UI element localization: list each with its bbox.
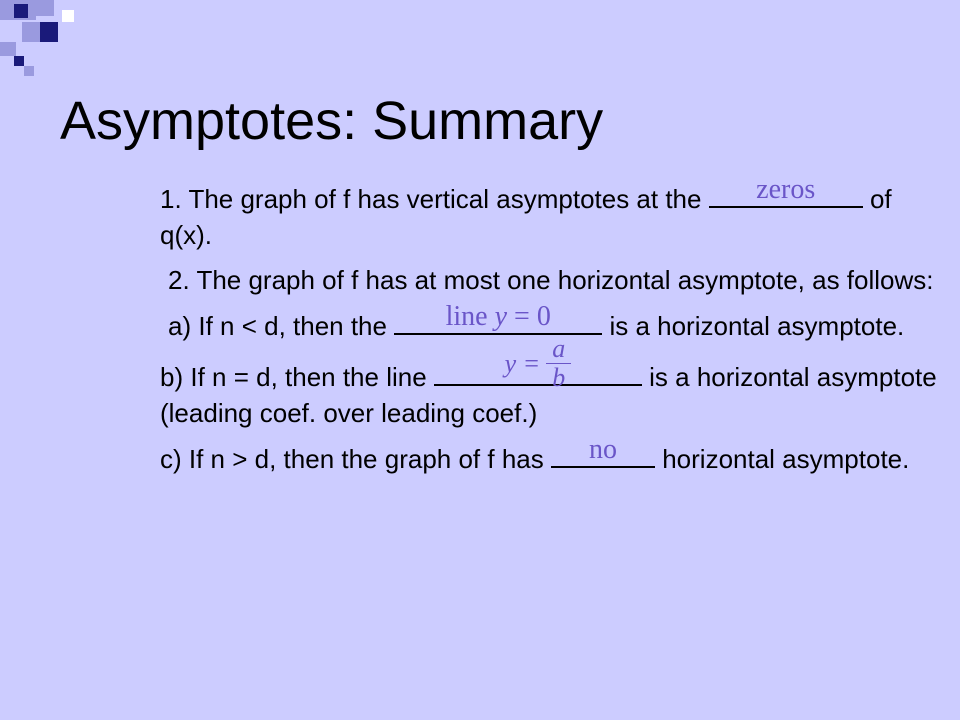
decor-square bbox=[36, 0, 54, 16]
item-1-text: 1. The graph of f has vertical asymptotes at the bbox=[160, 184, 702, 214]
answer-line-y-0: line y = 0 bbox=[445, 301, 551, 332]
decor-square bbox=[40, 22, 58, 42]
item-b-text-end: is a horizontal asymptote (leading coef. over leading coef.) bbox=[160, 362, 937, 428]
decor-square bbox=[14, 56, 24, 66]
summary-content bbox=[160, 174, 950, 486]
decor-square bbox=[0, 42, 16, 56]
decor-square bbox=[24, 66, 34, 76]
item-1-text-end: of q(x). bbox=[160, 184, 892, 250]
item-c-text-end: horizontal asymptote. bbox=[662, 444, 910, 474]
item-b-text: b) If n = d, then the line bbox=[160, 362, 427, 392]
item-a-text-end: is a horizontal asymptote. bbox=[609, 311, 905, 341]
decor-square bbox=[22, 22, 40, 42]
answer-y-a-over-b: y = $\frac{a}{b}$ bbox=[434, 335, 642, 392]
item-2-text: 2. The graph of f has at most one horizontal asymptote, as follows: bbox=[168, 265, 934, 295]
item-b bbox=[160, 334, 950, 431]
answer-blank bbox=[434, 334, 642, 392]
fraction: $\frac{a}{b}$ bbox=[546, 335, 571, 392]
decor-square bbox=[62, 10, 74, 22]
item-1 bbox=[160, 174, 950, 253]
answer-no: no bbox=[588, 434, 617, 465]
answer-blank bbox=[394, 301, 602, 335]
decor-square bbox=[14, 4, 28, 18]
answer-zeros: zeros bbox=[756, 174, 816, 205]
item-2 bbox=[160, 262, 950, 298]
answer-blank bbox=[551, 434, 655, 468]
item-c-text: c) If n > d, then the graph of f has bbox=[160, 444, 544, 474]
answer-blank bbox=[709, 174, 863, 208]
item-a-text: a) If n < d, then the bbox=[168, 311, 387, 341]
slide-title: Asymptotes: Summary bbox=[60, 91, 604, 151]
item-c bbox=[160, 434, 950, 477]
